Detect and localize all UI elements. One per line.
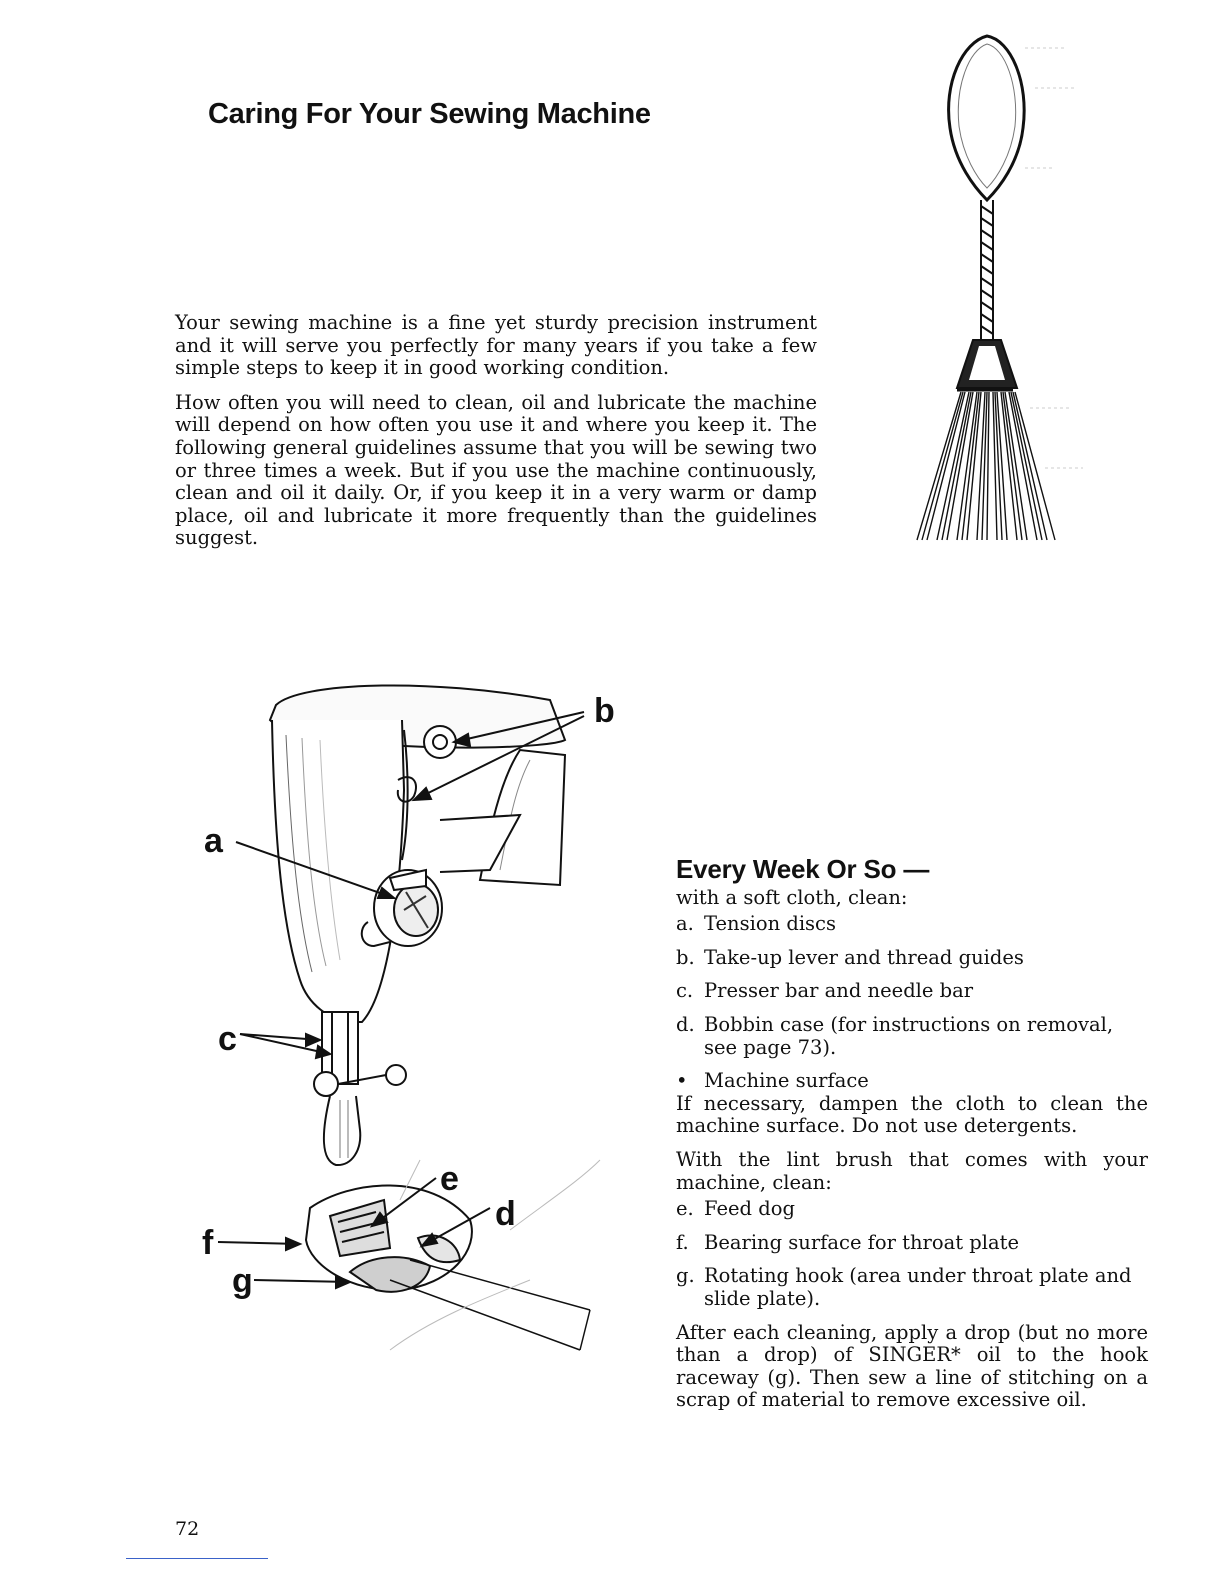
intro-paragraph-1: Your sewing machine is a fine yet sturdy precision instrument and it will serve you perfectly for many years if you take a few simple steps to keep it in good working condition. xyxy=(175,311,817,380)
label-d: d xyxy=(495,1195,516,1233)
brush-bristles xyxy=(917,392,1055,540)
list-item: a. Tension discs xyxy=(676,912,836,936)
bullet-item: • Machine surface xyxy=(676,1069,869,1093)
list-item: b. Take-up lever and thread guides xyxy=(676,945,1024,969)
footer-rule xyxy=(126,1558,268,1559)
section-heading: Every Week Or So — xyxy=(676,854,930,884)
list-item: d. Bobbin case (for instructions on removal, see page 73). xyxy=(676,1012,1114,1059)
weekly-care-section xyxy=(676,854,1148,1423)
sewing-machine-diagram xyxy=(190,660,620,1380)
label-c: c xyxy=(218,1020,237,1058)
page-title: Caring For Your Sewing Machine xyxy=(208,98,651,130)
label-e: e xyxy=(440,1160,459,1198)
brush-loop xyxy=(949,36,1025,200)
list-item: g. Rotating hook (area under throat plate and slide plate). xyxy=(676,1264,1132,1310)
oil-instructions: After each cleaning, apply a drop (but no more than a drop) of SINGER* oil to the hook raceway (g). Then sew a line of stitching on a scrap of material to remove excessive oil. xyxy=(676,1320,1148,1412)
dampen-note: If necessary, dampen the cloth to clean the machine surface. Do not use detergents. xyxy=(676,1091,1148,1138)
label-b: b xyxy=(594,692,615,730)
brush-twisted-wire xyxy=(981,200,993,340)
lint-brush-illustration xyxy=(905,28,1085,548)
cloth-lead: with a soft cloth, clean: xyxy=(676,885,908,909)
label-f: f xyxy=(202,1224,214,1262)
presser-and-needle-bar xyxy=(314,1012,406,1165)
label-a: a xyxy=(204,822,223,860)
list-item: e. Feed dog xyxy=(676,1197,795,1221)
page-number: 72 xyxy=(175,1518,200,1540)
label-g: g xyxy=(232,1262,253,1300)
brush-lead: With the lint brush that comes with your machine, clean: xyxy=(676,1147,1148,1194)
list-item: c. Presser bar and needle bar xyxy=(676,979,974,1003)
intro-text xyxy=(175,312,817,562)
machine-head xyxy=(270,685,565,1022)
intro-paragraph-2: How often you will need to clean, oil and lubricate the machine will depend on how often you use it and where you keep it. The following general guidelines assume that you will be sewing two or three times a week. But if you use the machine continuously, clean and oil it daily. Or, if you keep it in a very warm or damp place, oil and lubricate it more frequently than the guidelines suggest. xyxy=(175,390,817,550)
list-item: f. Bearing surface for throat plate xyxy=(676,1230,1019,1254)
